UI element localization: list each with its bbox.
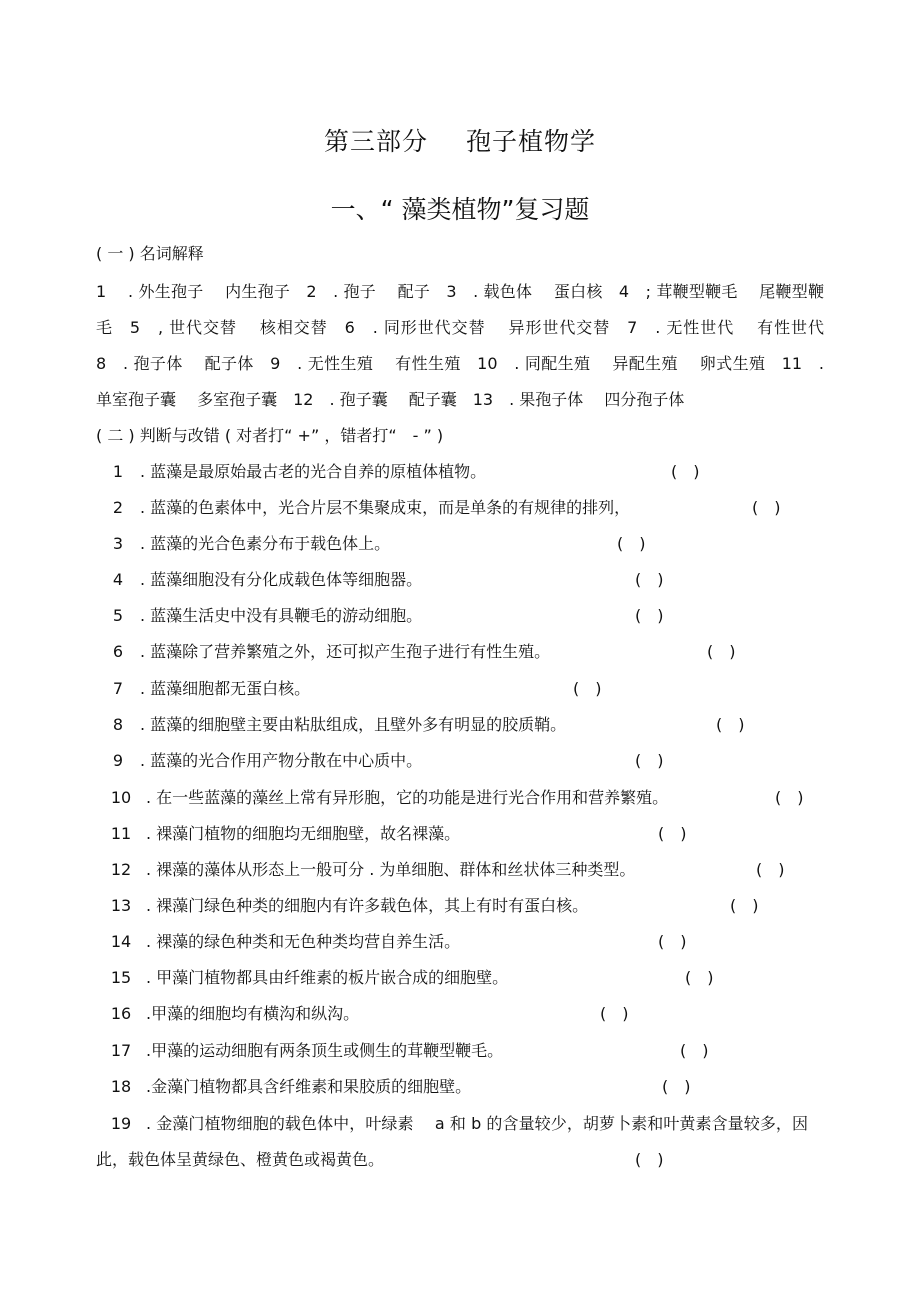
question-item: 5 . 蓝藻生活史中没有具鞭毛的游动细胞。 <box>112 606 423 625</box>
answer-blank[interactable]: ( ) <box>775 788 804 807</box>
question-item: 7 . 蓝藻细胞都无蛋白核。 <box>112 679 311 698</box>
answer-blank[interactable]: ( ) <box>617 534 646 553</box>
section-heading-terms: ( 一 ) 名词解释 <box>96 244 204 263</box>
answer-blank[interactable]: ( ) <box>635 570 664 589</box>
answer-blank[interactable]: ( ) <box>573 679 602 698</box>
chapter-subtitle: 一、“ 藻类植物”复习题 <box>330 195 590 224</box>
question-item: 16 .甲藻的细胞均有横沟和纵沟。 <box>110 1004 360 1023</box>
question-item: 18 .金藻门植物都具含纤维素和果胶质的细胞壁。 <box>110 1077 472 1096</box>
answer-blank[interactable]: ( ) <box>671 462 700 481</box>
answer-blank[interactable]: ( ) <box>680 1041 709 1060</box>
terms-paragraph: 1 . 外生孢子 内生孢子 2 . 孢子 配子 3 . 载色体 蛋白核 4 ; 茸鞭型鞭毛 尾鞭型鞭毛 5 , 世代交替 核相交替 6 . 同形世代交替 异形世代交替 7 . 无性世代 有性世代 8 . 孢子体 配子体 9 . 无性生殖 有性生殖 10 . 同配生殖 异配生殖 卵式生殖 11 . 单室孢子囊 多室孢子囊 12 . 孢子囊 配子囊 13 . 果孢子体 四分孢子体 <box>96 282 841 409</box>
title-part-2: 孢子植物学 <box>466 127 597 156</box>
answer-blank[interactable]: ( ) <box>752 498 781 517</box>
answer-blank[interactable]: ( ) <box>600 1004 629 1023</box>
question-item: 14 . 裸藻的绿色种类和无色种类均营自养生活。 <box>110 932 461 951</box>
question-item: 10 . 在一些蓝藻的藻丝上常有异形胞，它的功能是进行光合作用和营养繁殖。 <box>110 788 669 807</box>
question-item: 11 . 裸藻门植物的细胞均无细胞壁，故名裸藻。 <box>110 824 461 843</box>
question-item: 19 . 金藻门植物细胞的载色体中，叶绿素 a 和 b 的含量较少，胡萝卜素和叶黄素含量较多，因此，载色体呈黄绿色、橙黄色或褐黄色。 <box>96 1114 808 1169</box>
title-part-1: 第三部分 <box>323 127 428 156</box>
question-item: 3 . 蓝藻的光合色素分布于载色体上。 <box>112 534 391 553</box>
answer-blank[interactable]: ( ) <box>707 642 736 661</box>
answer-blank[interactable]: ( ) <box>685 968 714 987</box>
question-item: 12 . 裸藻的藻体从形态上一般可分 . 为单细胞、群体和丝状体三种类型。 <box>110 860 636 879</box>
question-item: 13 . 裸藻门绿色种类的细胞内有许多载色体，其上有时有蛋白核。 <box>110 896 589 915</box>
question-item: 6 . 蓝藻除了营养繁殖之外，还可拟产生孢子进行有性生殖。 <box>112 642 551 661</box>
answer-blank[interactable]: ( ) <box>658 932 687 951</box>
question-item: 9 . 蓝藻的光合作用产物分散在中心质中。 <box>112 751 423 770</box>
question-item: 2 . 蓝藻的色素体中，光合片层不集聚成束，而是单条的有规律的排列， <box>112 498 631 517</box>
answer-blank[interactable]: ( ) <box>635 1150 664 1169</box>
answer-blank[interactable]: ( ) <box>635 751 664 770</box>
answer-blank[interactable]: ( ) <box>658 824 687 843</box>
question-item: 4 . 蓝藻细胞没有分化成载色体等细胞器。 <box>112 570 423 589</box>
answer-blank[interactable]: ( ) <box>635 606 664 625</box>
answer-blank[interactable]: ( ) <box>716 715 745 734</box>
section-heading-judgement: ( 二 ) 判断与改错 ( 对者打“ +” ，错者打“ - ” ) <box>96 426 444 445</box>
answer-blank[interactable]: ( ) <box>662 1077 691 1096</box>
question-item: 17 .甲藻的运动细胞有两条顶生或侧生的茸鞭型鞭毛。 <box>110 1041 504 1060</box>
question-item: 8 . 蓝藻的细胞壁主要由粘肽组成，且壁外多有明显的胶质鞘。 <box>112 715 567 734</box>
page-title <box>0 122 920 158</box>
answer-blank[interactable]: ( ) <box>730 896 759 915</box>
question-item: 1 . 蓝藻是最原始最古老的光合自养的原植体植物。 <box>112 462 487 481</box>
question-item: 15 . 甲藻门植物都具由纤维素的板片嵌合成的细胞壁。 <box>110 968 509 987</box>
answer-blank[interactable]: ( ) <box>756 860 785 879</box>
